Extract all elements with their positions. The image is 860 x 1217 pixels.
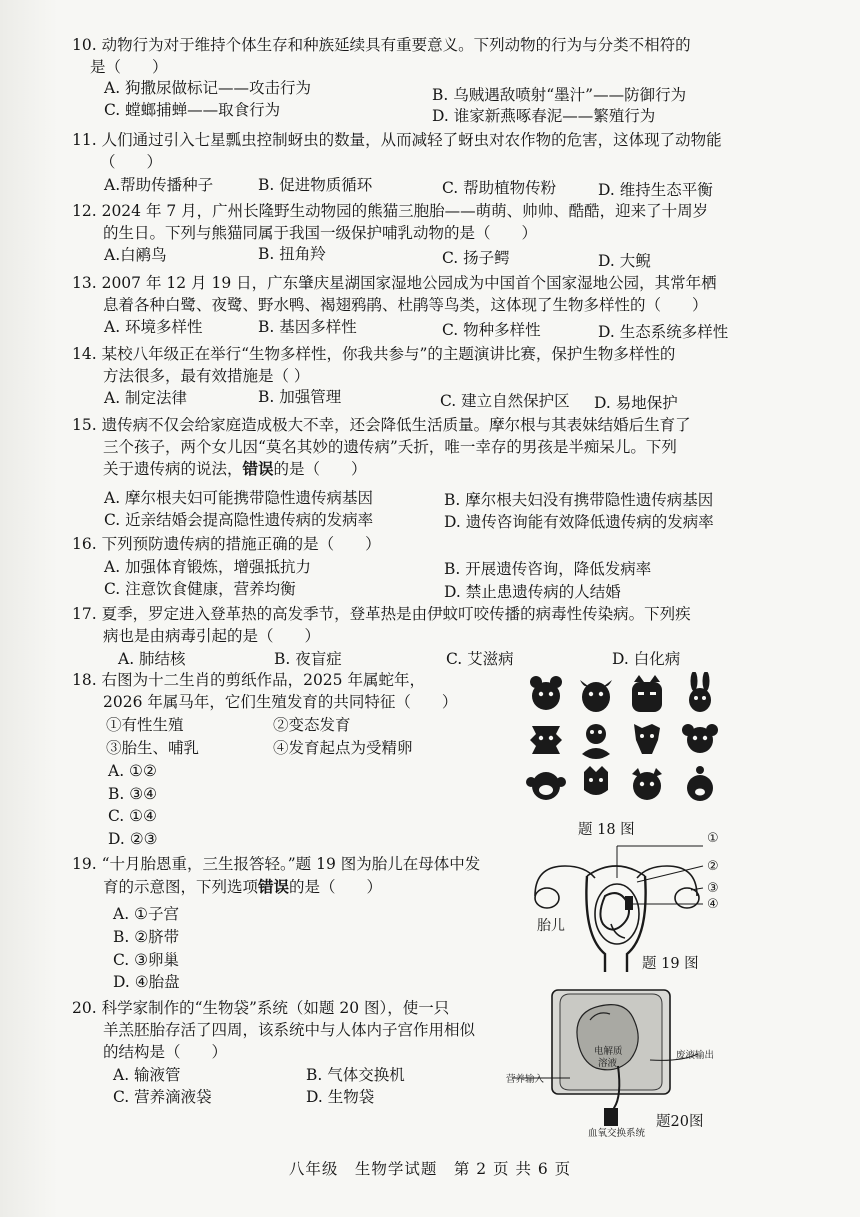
q19-option-d: D. ④胎盘 <box>113 973 180 991</box>
q17-option-b: B. 夜盲症 <box>274 650 342 668</box>
q13-option-a: A. 环境多样性 <box>104 318 203 336</box>
q15-option-d: D. 遗传咨询能有效降低遗传病的发病率 <box>444 513 714 531</box>
q16-option-d: D. 禁止患遗传病的人结婚 <box>444 583 621 601</box>
q16-option-a: A. 加强体育锻炼，增强抵抗力 <box>104 558 312 576</box>
zodiac-tiger-icon <box>632 675 662 712</box>
q20-option-c: C. 营养滴液袋 <box>113 1088 212 1106</box>
q20-option-a: A. 输液管 <box>113 1066 181 1084</box>
q10-option-d: D. 谁家新燕啄春泥——繁殖行为 <box>432 107 656 125</box>
fig20-label-solution: 溶液 <box>598 1058 618 1069</box>
q17-option-a: A. 肺结核 <box>118 650 186 668</box>
q11-option-c: C. 帮助植物传粉 <box>442 179 557 197</box>
q19-option-c: C. ③卵巢 <box>113 951 180 969</box>
fig20-caption: 题20图 <box>656 1114 704 1130</box>
q14-option-b: B. 加强管理 <box>258 388 342 406</box>
q18-stem-line2: 2026 年属马年，它们生殖发育的共同特征（ ） <box>103 693 458 711</box>
q10-stem-line2: 是（ ） <box>90 58 168 76</box>
q18-option-a: A. ①② <box>108 762 157 780</box>
q15-option-b: B. 摩尔根夫妇没有携带隐性遗传病基因 <box>444 491 714 509</box>
q12-option-c: C. 扬子鳄 <box>442 249 510 267</box>
zodiac-monkey-icon <box>526 772 566 800</box>
q12-option-a: A.白鹇鸟 <box>104 246 167 264</box>
q12-option-b: B. 扭角羚 <box>258 245 326 263</box>
q14-option-c: C. 建立自然保护区 <box>440 392 570 410</box>
zodiac-dog-icon <box>632 768 662 800</box>
q20-stem-line2: 羊羔胚胎存活了四周，该系统中与人体内子宫作用相似 <box>103 1021 476 1039</box>
zodiac-ox-icon <box>580 680 612 712</box>
q13-stem-line2: 息着各种白鹭、夜鹭、野水鸭、褐翅鸦鹃、杜鹃等鸟类，这体现了生物多样性的（ ） <box>103 296 708 314</box>
q12-stem-line1: 12. 2024 年 7 月，广州长隆野生动物园的熊猫三胞胎——萌萌、帅帅、酷酷，迎来了十周岁 <box>72 202 709 220</box>
fig19-label-4: ④ <box>707 897 719 912</box>
q19-stem-line1: 19. “十月胎恩重，三生报答轻。”题 19 图为胎儿在母体中发 <box>72 855 481 873</box>
q18-statement-4: ④发育起点为受精卵 <box>273 739 413 757</box>
q18-option-b: B. ③④ <box>108 785 158 803</box>
q15-stem-line3 <box>103 458 367 480</box>
q14-stem-line2: 方法很多，最有效措施是（ ） <box>103 367 310 385</box>
q15-option-a: A. 摩尔根夫妇可能携带隐性遗传病基因 <box>104 489 374 507</box>
fig20-label-waste-output: 废液输出 <box>676 1050 715 1061</box>
q14-option-d: D. 易地保护 <box>594 394 678 412</box>
zodiac-snake-icon <box>582 724 610 759</box>
q12-option-d: D. 大鲵 <box>598 252 651 270</box>
q19-option-b: B. ②脐带 <box>113 928 180 946</box>
q17-option-d: D. 白化病 <box>612 650 681 668</box>
zodiac-pig-icon <box>687 766 713 801</box>
q20-stem-line1: 20. 科学家制作的“生物袋”系统（如题 20 图），使一只 <box>72 999 450 1017</box>
q18-stem-line1: 18. 右图为十二生肖的剪纸作品，2025 年属蛇年， <box>72 671 425 689</box>
q13-stem-line1: 13. 2007 年 12 月 19 日，广东肇庆星湖国家湿地公园成为中国首个国家湿地公园，其常年栖 <box>72 274 717 292</box>
zodiac-sheep-icon <box>682 724 718 753</box>
zodiac-rat-icon <box>530 676 562 710</box>
q19-stem-line2 <box>103 876 382 898</box>
zodiac-papercut-figure <box>522 672 728 814</box>
q20-option-d: D. 生物袋 <box>306 1088 375 1106</box>
q17-stem-line1: 17. 夏季，罗定进入登革热的高发季节，登革热是由伊蚊叮咬传播的病毒性传染病。下列疾 <box>72 605 691 623</box>
zodiac-rooster-icon <box>584 766 608 795</box>
q15-emphasis: 错误 <box>242 459 274 478</box>
q16-option-c: C. 注意饮食健康，营养均衡 <box>104 580 296 598</box>
q11-option-a: A.帮助传播种子 <box>104 176 214 194</box>
q12-stem-line2: 的生日。下列与熊猫同属于我国一级保护哺乳动物的是（ ） <box>103 224 538 242</box>
zodiac-horse-icon <box>634 724 660 754</box>
q10-option-a: A. 狗撒尿做标记——攻击行为 <box>104 79 312 97</box>
q17-option-c: C. 艾滋病 <box>446 650 514 668</box>
scan-edge-shadow <box>0 0 58 1217</box>
q19-emphasis: 错误 <box>258 877 290 896</box>
q18-statement-3: ③胎生、哺乳 <box>106 739 200 757</box>
fig19-label-fetus: 胎儿 <box>537 918 565 934</box>
q11-option-b: B. 促进物质循环 <box>258 176 373 194</box>
q13-option-b: B. 基因多样性 <box>258 318 357 336</box>
fig19-label-3: ③ <box>707 881 719 896</box>
fig20-label-nutrient-input: 营养输入 <box>506 1074 545 1085</box>
q17-stem-line2: 病也是由病毒引起的是（ ） <box>103 627 321 645</box>
q18-statement-2: ②变态发育 <box>273 716 351 734</box>
q20-stem-line3: 的结构是（ ） <box>103 1043 228 1061</box>
q19-stem-part: 育的示意图，下列选项 <box>103 878 259 896</box>
fig19-caption: 题 19 图 <box>642 956 699 972</box>
q10-option-b: B. 乌贼遇敌喷射“墨汁”——防御行为 <box>432 86 687 104</box>
fig19-label-2: ② <box>707 859 719 874</box>
zodiac-rabbit-icon <box>689 672 711 712</box>
q15-stem-part: 关于遗传病的说法， <box>103 460 243 478</box>
q10-stem-line1: 10. 动物行为对于维持个体生存和种族延续具有重要意义。下列动物的行为与分类不相符的 <box>72 36 691 54</box>
zodiac-dragon-icon <box>530 726 562 754</box>
q15-option-c: C. 近亲结婚会提高隐性遗传病的发病率 <box>104 511 374 529</box>
fig20-label-electrolyte: 电解质 <box>594 1046 623 1057</box>
q11-option-d: D. 维持生态平衡 <box>598 181 713 199</box>
q19-stem-part: 的是（ ） <box>289 878 383 896</box>
q11-stem-line2: （ ） <box>100 153 163 171</box>
q14-option-a: A. 制定法律 <box>104 389 188 407</box>
q16-option-b: B. 开展遗传咨询，降低发病率 <box>444 560 652 578</box>
fig20-label-oxygen-exchange: 血氧交换系统 <box>588 1128 646 1138</box>
q15-stem-line2: 三个孩子，两个女儿因“莫名其妙的遗传病”夭折，唯一幸存的男孩是半痴呆儿。下列 <box>103 438 677 456</box>
q16-stem-line1: 16. 下列预防遗传病的措施正确的是（ ） <box>72 535 381 553</box>
q15-stem-line1: 15. 遗传病不仅会给家庭造成极大不幸，还会降低生活质量。摩尔根与其表妹结婚后生育了 <box>72 416 691 434</box>
q11-stem-line1: 11. 人们通过引入七星瓢虫控制蚜虫的数量，从而减轻了蚜虫对农作物的危害，这体现了动物能 <box>72 131 722 149</box>
page-footer: 八年级 生物学试题 第 2 页 共 6 页 <box>288 1160 572 1178</box>
q20-option-b: B. 气体交换机 <box>306 1066 405 1084</box>
q19-option-a: A. ①子宫 <box>113 905 179 923</box>
q15-stem-part: 的是（ ） <box>273 460 367 478</box>
q18-statement-1: ①有性生殖 <box>106 716 184 734</box>
fig19-label-1: ① <box>707 831 719 846</box>
q18-option-c: C. ①④ <box>108 807 157 825</box>
q13-option-d: D. 生态系统多样性 <box>598 323 729 341</box>
q10-option-c: C. 螳螂捕蝉——取食行为 <box>104 101 281 119</box>
q18-option-d: D. ②③ <box>108 830 158 848</box>
fig18-caption: 题 18 图 <box>578 822 635 838</box>
q14-stem-line1: 14. 某校八年级正在举行“生物多样性，你我共参与”的主题演讲比赛，保护生物多样性的 <box>72 345 676 363</box>
q13-option-c: C. 物种多样性 <box>442 321 541 339</box>
